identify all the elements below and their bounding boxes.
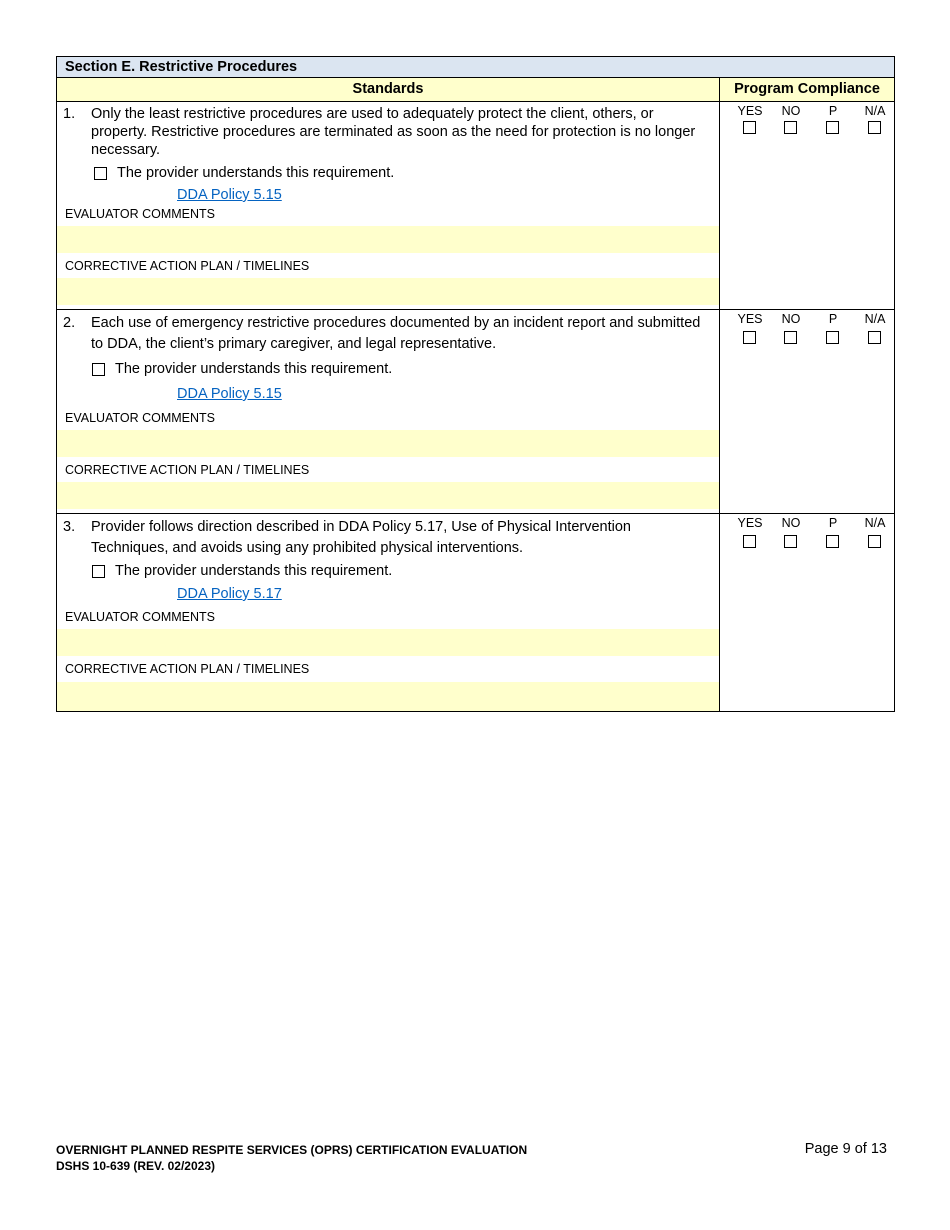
- corrective-action-label: CORRECTIVE ACTION PLAN / TIMELINES: [65, 662, 310, 676]
- policy-link[interactable]: DDA Policy 5.15: [177, 187, 282, 203]
- ack-label: The provider understands this requirement.: [117, 165, 395, 181]
- yes-label: YES: [737, 516, 763, 530]
- item-number: 2.: [63, 315, 76, 331]
- corrective-action-field[interactable]: [57, 682, 719, 711]
- standards-header: Standards: [57, 78, 720, 101]
- na-checkbox[interactable]: [868, 535, 881, 548]
- no-label: NO: [781, 516, 801, 530]
- standard-item-2: [56, 310, 895, 514]
- evaluator-comments-label: EVALUATOR COMMENTS: [65, 207, 216, 221]
- evaluation-form: [56, 56, 895, 712]
- ack-checkbox[interactable]: [94, 167, 107, 180]
- program-compliance-header: Program Compliance: [734, 81, 880, 97]
- yes-checkbox[interactable]: [743, 121, 756, 134]
- na-checkbox[interactable]: [868, 121, 881, 134]
- yes-checkbox[interactable]: [743, 331, 756, 344]
- standard-item-3: [56, 514, 895, 712]
- na-checkbox[interactable]: [868, 331, 881, 344]
- compliance-cell: [720, 310, 894, 513]
- p-label: P: [828, 312, 838, 326]
- ack-label: The provider understands this requirement.: [115, 361, 393, 377]
- no-label: NO: [781, 104, 801, 118]
- ack-row: [57, 359, 719, 379]
- evaluator-comments-field[interactable]: [57, 430, 719, 457]
- compliance-cell: [720, 102, 894, 309]
- p-label: P: [828, 104, 838, 118]
- item-number: 3.: [63, 519, 76, 535]
- na-label: N/A: [864, 312, 886, 326]
- form-title: OVERNIGHT PLANNED RESPITE SERVICES (OPRS) CERTIFICATION EVALUATION: [56, 1143, 528, 1157]
- evaluator-comments-field[interactable]: [57, 629, 719, 656]
- evaluator-comments-label: EVALUATOR COMMENTS: [65, 610, 216, 624]
- no-label: NO: [781, 312, 801, 326]
- yes-label: YES: [737, 104, 763, 118]
- compliance-cell: [720, 514, 894, 711]
- form-footer: [56, 1143, 527, 1174]
- corrective-action-label: CORRECTIVE ACTION PLAN / TIMELINES: [65, 463, 310, 477]
- item-text: Each use of emergency restrictive procedures documented by an incident report and submitted to DDA, the client’s primary caregiver, and legal representative.: [91, 315, 701, 352]
- p-checkbox[interactable]: [826, 121, 839, 134]
- column-headers: [56, 78, 895, 102]
- no-checkbox[interactable]: [784, 121, 797, 134]
- na-label: N/A: [864, 516, 886, 530]
- item-number: 1.: [63, 106, 76, 122]
- na-label: N/A: [864, 104, 886, 118]
- standard-item-1: [56, 102, 895, 310]
- corrective-action-field[interactable]: [57, 482, 719, 509]
- ack-checkbox[interactable]: [92, 565, 105, 578]
- evaluator-comments-field[interactable]: [57, 226, 719, 253]
- p-label: P: [828, 516, 838, 530]
- item-text: Provider follows direction described in DDA Policy 5.17, Use of Physical Intervention Techniques, and avoids using any prohibited physical interventions.: [91, 519, 631, 556]
- section-title: Section E. Restrictive Procedures: [56, 56, 895, 78]
- corrective-action-field[interactable]: [57, 278, 719, 305]
- form-number: DSHS 10-639 (REV. 02/2023): [56, 1158, 215, 1173]
- no-checkbox[interactable]: [784, 535, 797, 548]
- no-checkbox[interactable]: [784, 331, 797, 344]
- evaluator-comments-label: EVALUATOR COMMENTS: [65, 411, 216, 425]
- ack-row: [57, 561, 719, 581]
- yes-label: YES: [737, 312, 763, 326]
- policy-link[interactable]: DDA Policy 5.15: [177, 386, 282, 402]
- ack-label: The provider understands this requirement.: [115, 563, 393, 579]
- p-checkbox[interactable]: [826, 535, 839, 548]
- yes-checkbox[interactable]: [743, 535, 756, 548]
- policy-link[interactable]: DDA Policy 5.17: [177, 586, 282, 602]
- p-checkbox[interactable]: [826, 331, 839, 344]
- item-text: Only the least restrictive procedures are used to adequately protect the client, others, or property. Restrictive procedures are terminated as soon as the need for protection is no longer necessary.: [91, 106, 696, 158]
- ack-row: [57, 163, 719, 183]
- ack-checkbox[interactable]: [92, 363, 105, 376]
- page-number: Page 9 of 13: [804, 1141, 887, 1157]
- corrective-action-label: CORRECTIVE ACTION PLAN / TIMELINES: [65, 259, 310, 273]
